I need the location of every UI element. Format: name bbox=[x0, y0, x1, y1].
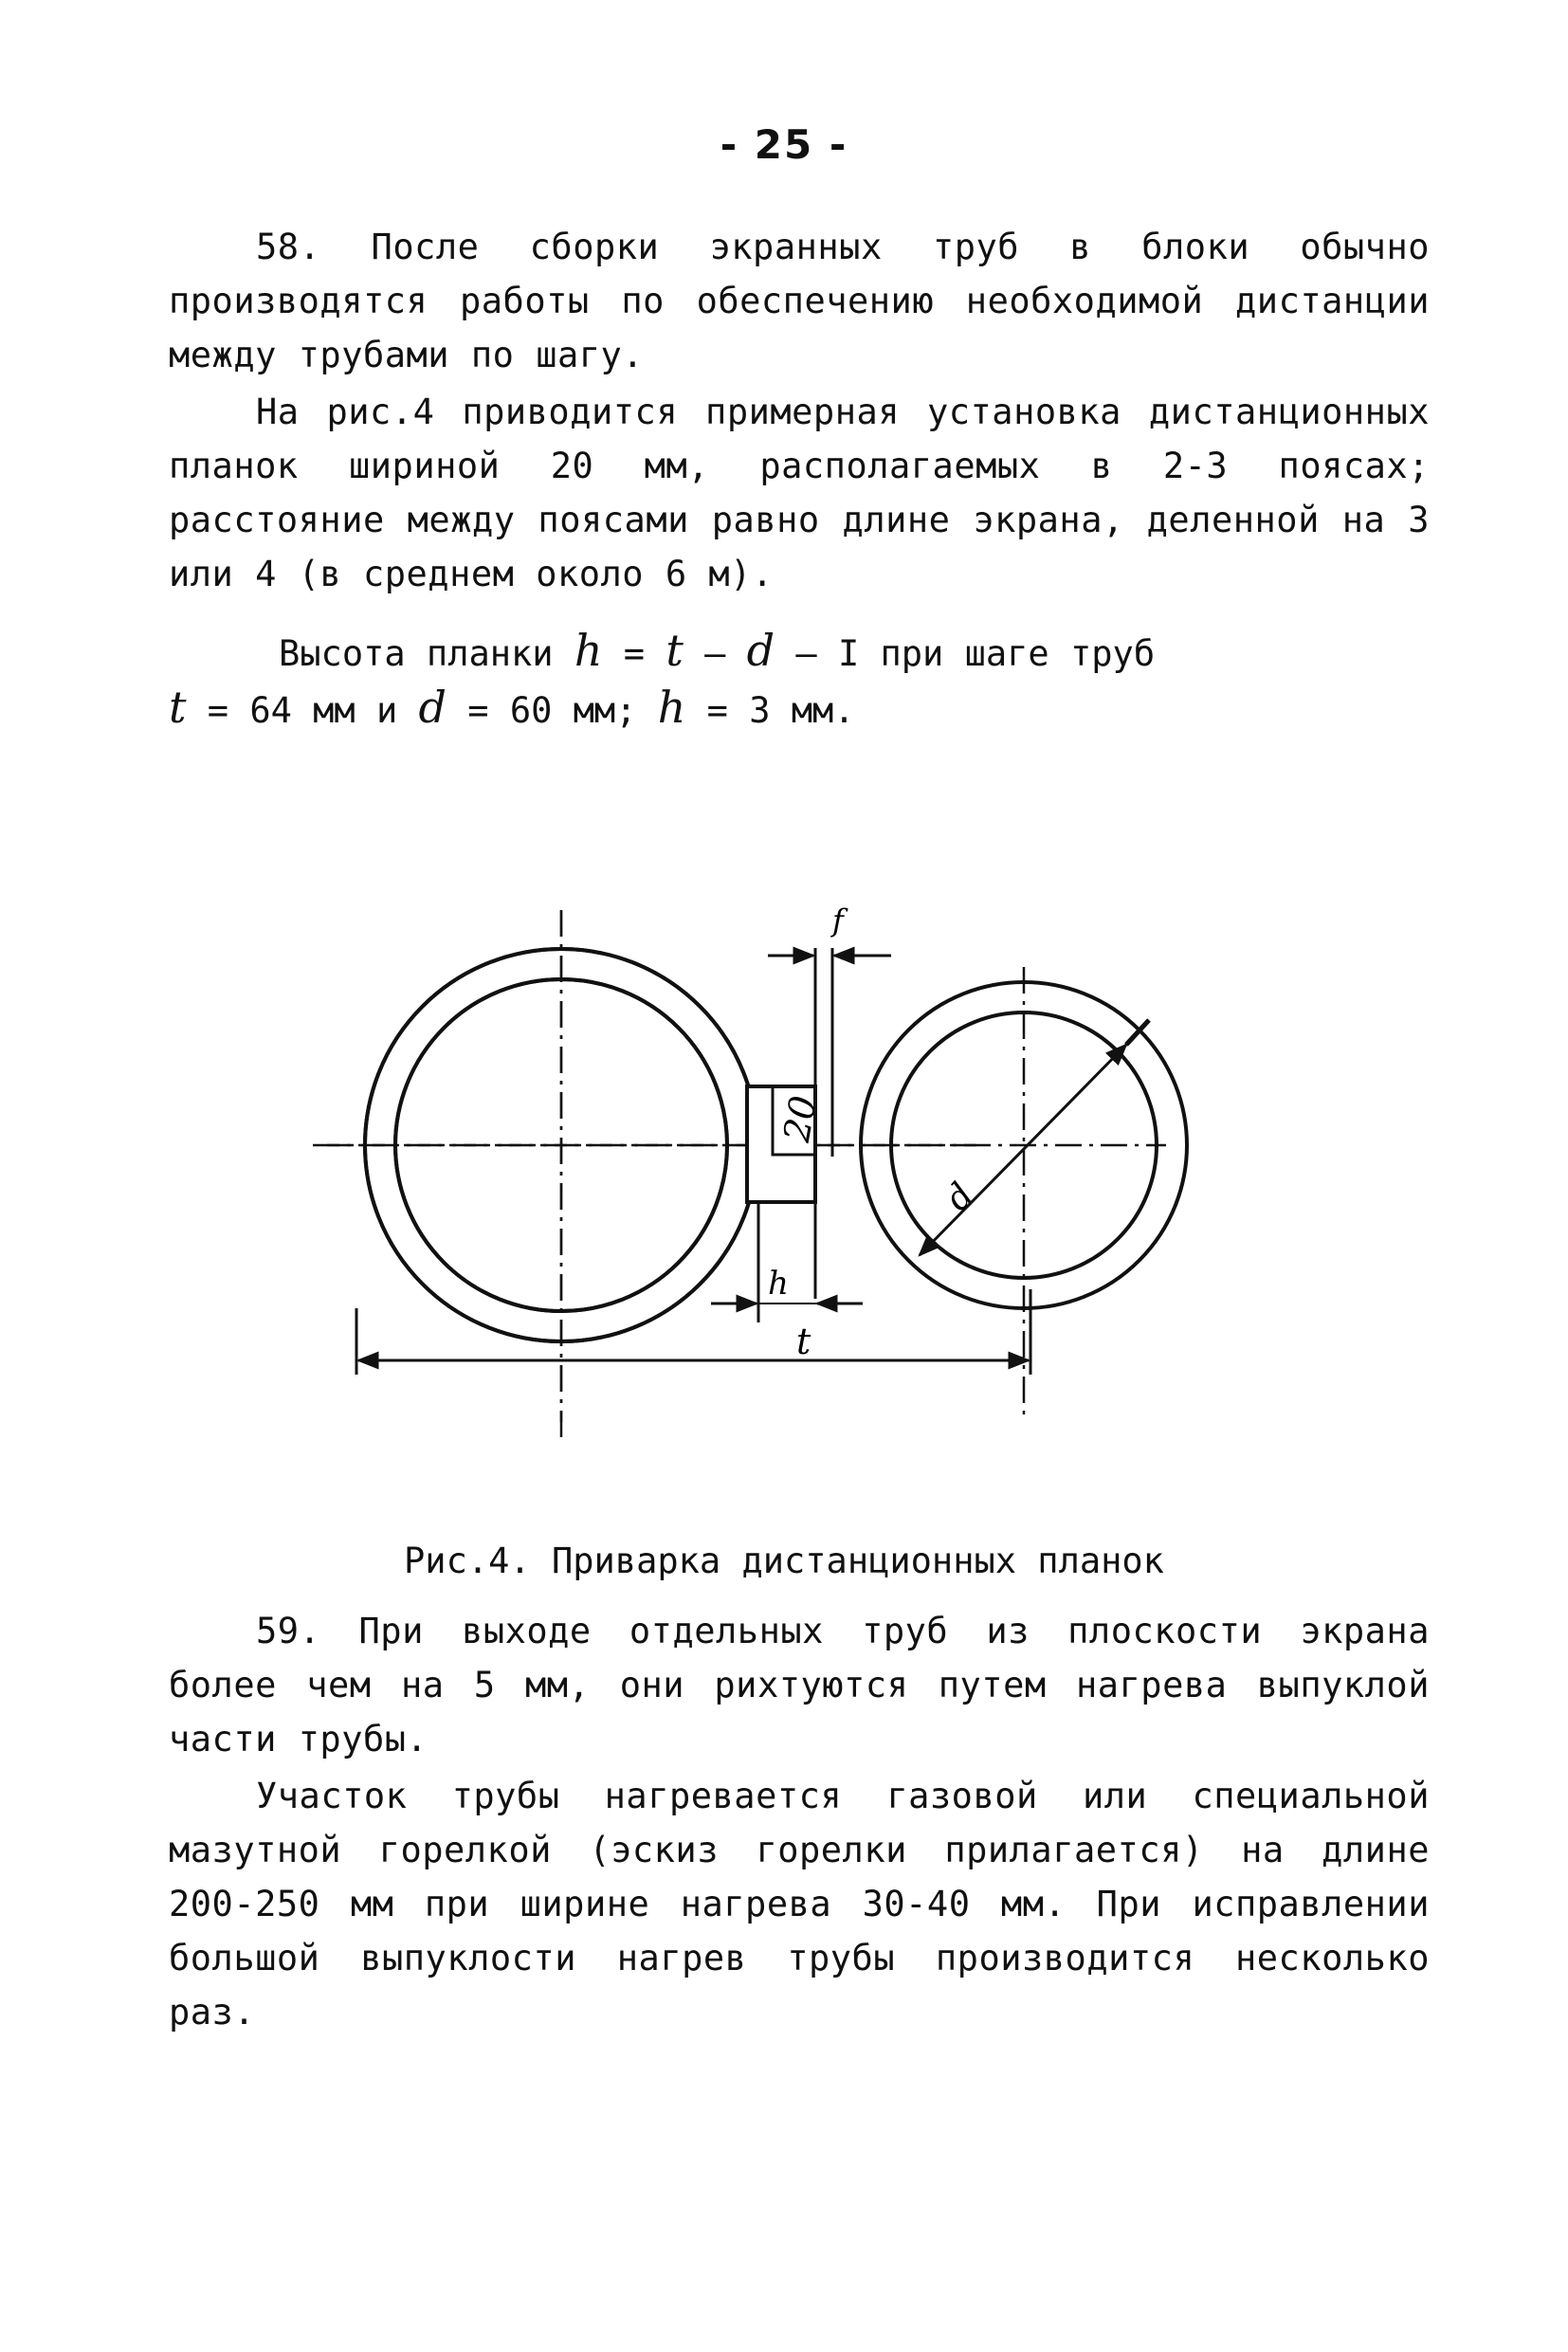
paragraph-59: 59. При выходе отдельных труб из плоскости экрана более чем на 5 мм, они рихтуются путем нагрева выпуклой части трубы. bbox=[169, 1611, 1430, 1759]
formula-minus-2: – bbox=[775, 633, 838, 674]
formula-line-1 bbox=[169, 624, 1430, 681]
formula-line-2 bbox=[169, 681, 1430, 738]
formula-prefix: Высота планки bbox=[279, 633, 574, 674]
d-leader-tick bbox=[1126, 1020, 1149, 1045]
formula-d-value: = 60 мм; bbox=[447, 690, 658, 731]
page-number: - 25 - bbox=[720, 121, 848, 168]
formula-minus: – bbox=[683, 633, 747, 674]
formula-var-t: t bbox=[665, 625, 684, 676]
formula-block bbox=[169, 624, 1430, 738]
formula-equals: = bbox=[602, 633, 666, 674]
formula-one-text: I при шаге труб bbox=[837, 633, 1156, 674]
formula-h-value: = 3 мм. bbox=[685, 690, 855, 731]
dimension-d-label: d bbox=[938, 1176, 982, 1218]
formula-var-d-2: d bbox=[418, 682, 447, 733]
formula-var-h-2: h bbox=[657, 682, 686, 733]
dimension-f-label: f bbox=[832, 903, 844, 939]
figure-caption: Рис.4. Приварка дистанционных планок bbox=[404, 1541, 1164, 1581]
paragraph-58: 58. После сборки экранных труб в блоки обычно производятся работы по обеспечению необходимой дистанции между трубами по шагу. bbox=[169, 227, 1430, 375]
formula-var-t-2: t bbox=[169, 682, 187, 733]
dimension-20-label: 20 bbox=[775, 1092, 825, 1145]
dimension-t-label: t bbox=[796, 1321, 811, 1362]
paragraph-fig4-intro: На рис.4 приводится примерная установка дистанционных планок шириной 20 мм, располагаемых в 2-3 поясах; расстояние между поясами равно длине экрана, деленной на 3 или 4 (в среднем около 6 м). bbox=[169, 392, 1430, 594]
formula-var-d: d bbox=[746, 625, 775, 676]
paragraph-heating: Участок трубы нагревается газовой или специальной мазутной горелкой (эскиз горелки прилагается) на длине 200-250 мм при ширине нагрева 30-40 мм. При исправлении большой выпуклости нагрев трубы производится несколько раз. bbox=[169, 1776, 1430, 2033]
figure-overlay bbox=[313, 891, 1450, 1460]
formula-var-h: h bbox=[574, 625, 603, 676]
dimension-h-label: h bbox=[768, 1265, 789, 1303]
formula-t-value: = 64 мм и bbox=[186, 690, 419, 731]
